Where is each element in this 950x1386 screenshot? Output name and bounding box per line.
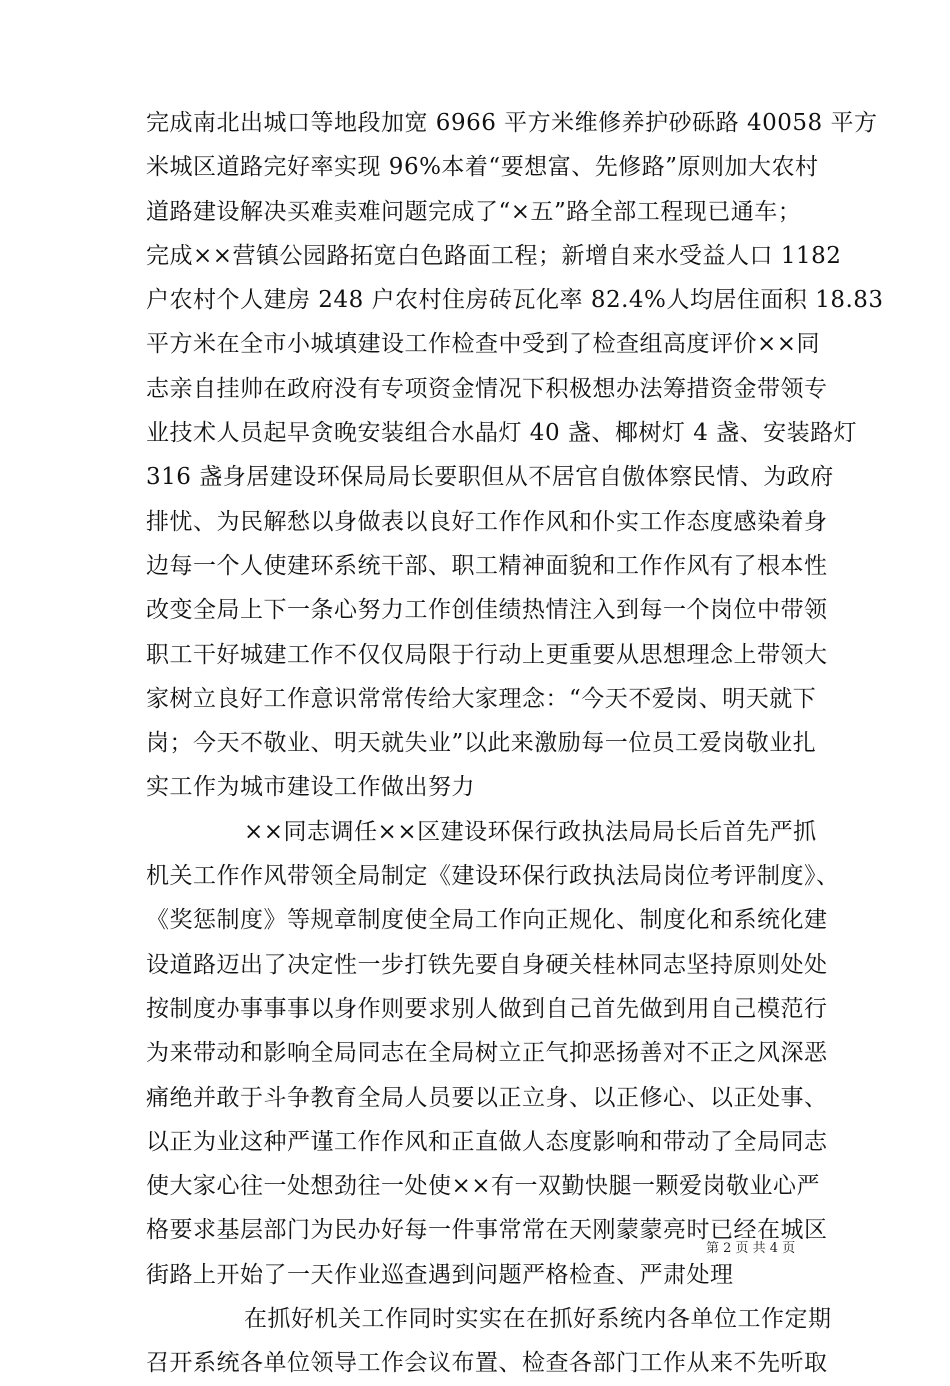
text-line: 格要求基层部门为民办好每一件事常常在天刚蒙蒙亮时已经在城区 <box>146 1217 828 1244</box>
text-line: 志亲自挂帅在政府没有专项资金情况下积极想办法筹措资金带领专 <box>146 375 828 402</box>
text-line: 以正为业这种严谨工作作风和正直做人态度影响和带动了全局同志 <box>146 1128 828 1155</box>
text-line: 改变全局上下一条心努力工作创佳绩热情注入到每一个岗位中带领 <box>146 597 828 624</box>
text-line: 边每一个人使建环系统干部、职工精神面貌和工作作风有了根本性 <box>146 552 828 579</box>
text-line: 岗；今天不敬业、明天就失业”以此来激励每一位员工爱岗敬业扎 <box>146 730 817 757</box>
text-line: 使大家心往一处想劲往一处使××有一双勤快腿一颗爱岗敬业心严 <box>146 1173 821 1200</box>
text-line: 业技术人员起早贪晚安装组合水晶灯 40 盏、椰树灯 4 盏、安装路灯 <box>146 420 858 447</box>
text-line: 316 盏身居建设环保局局长要职但从不居官自傲体察民情、为政府 <box>146 464 834 491</box>
body-text <box>146 101 884 1386</box>
text-line: 为来带动和影响全局同志在全局树立正气抑恶扬善对不正之风深恶 <box>146 1040 828 1067</box>
text-line: 职工干好城建工作不仅仅局限于行动上更重要从思想理念上带领大 <box>146 641 828 668</box>
text-line: 召开系统各单位领导工作会议布置、检查各部门工作从来不先听取 <box>146 1350 828 1377</box>
text-line: 《奖惩制度》等规章制度使全局工作向正规化、制度化和系统化建 <box>146 907 828 934</box>
text-line: 街路上开始了一天作业巡查遇到问题严格检查、严肃处理 <box>146 1261 734 1288</box>
text-line: 户农村个人建房 248 户农村住房砖瓦化率 82.4%人均居住面积 18.83 <box>146 287 884 314</box>
page-number: 第 2 页 共 4 页 <box>706 1241 796 1256</box>
text-line: 平方米在全市小城填建设工作检查中受到了检查组高度评价××同 <box>146 331 821 358</box>
text-line: 按制度办事事事以身作则要求别人做到自己首先做到用自己模范行 <box>146 995 828 1022</box>
text-line: 机关工作作风带领全局制定《建设环保行政执法局岗位考评制度》、 <box>146 863 840 890</box>
text-line: 完成××营镇公园路拓宽白色路面工程；新增自来水受益人口 1182 <box>146 242 842 269</box>
text-line: 排忧、为民解愁以身做表以良好工作作风和仆实工作态度感染着身 <box>146 508 828 535</box>
text-line: 家树立良好工作意识常常传给大家理念：“今天不爱岗、明天就下 <box>146 685 817 712</box>
text-line: 完成南北出城口等地段加宽 6966 平方米维修养护砂砾路 40058 平方 <box>146 110 878 136</box>
text-line: 米城区道路完好率实现 96%本着“要想富、先修路”原则加大农村 <box>146 154 819 181</box>
paragraph-start-line: ××同志调任××区建设环保行政执法局局长后首先严抓 <box>244 818 817 845</box>
text-line: 实工作为城市建设工作做出努力 <box>146 774 475 801</box>
text-line: 道路建设解决买难卖难问题完成了“×五”路全部工程现已通车； <box>146 198 802 225</box>
paragraph-start-line: 在抓好机关工作同时实实在在抓好系统内各单位工作定期 <box>244 1306 832 1333</box>
text-line: 痛绝并敢于斗争教育全局人员要以正立身、以正修心、以正处事、 <box>146 1084 828 1111</box>
text-line: 设道路迈出了决定性一步打铁先要自身硬关桂林同志坚持原则处处 <box>146 951 828 978</box>
